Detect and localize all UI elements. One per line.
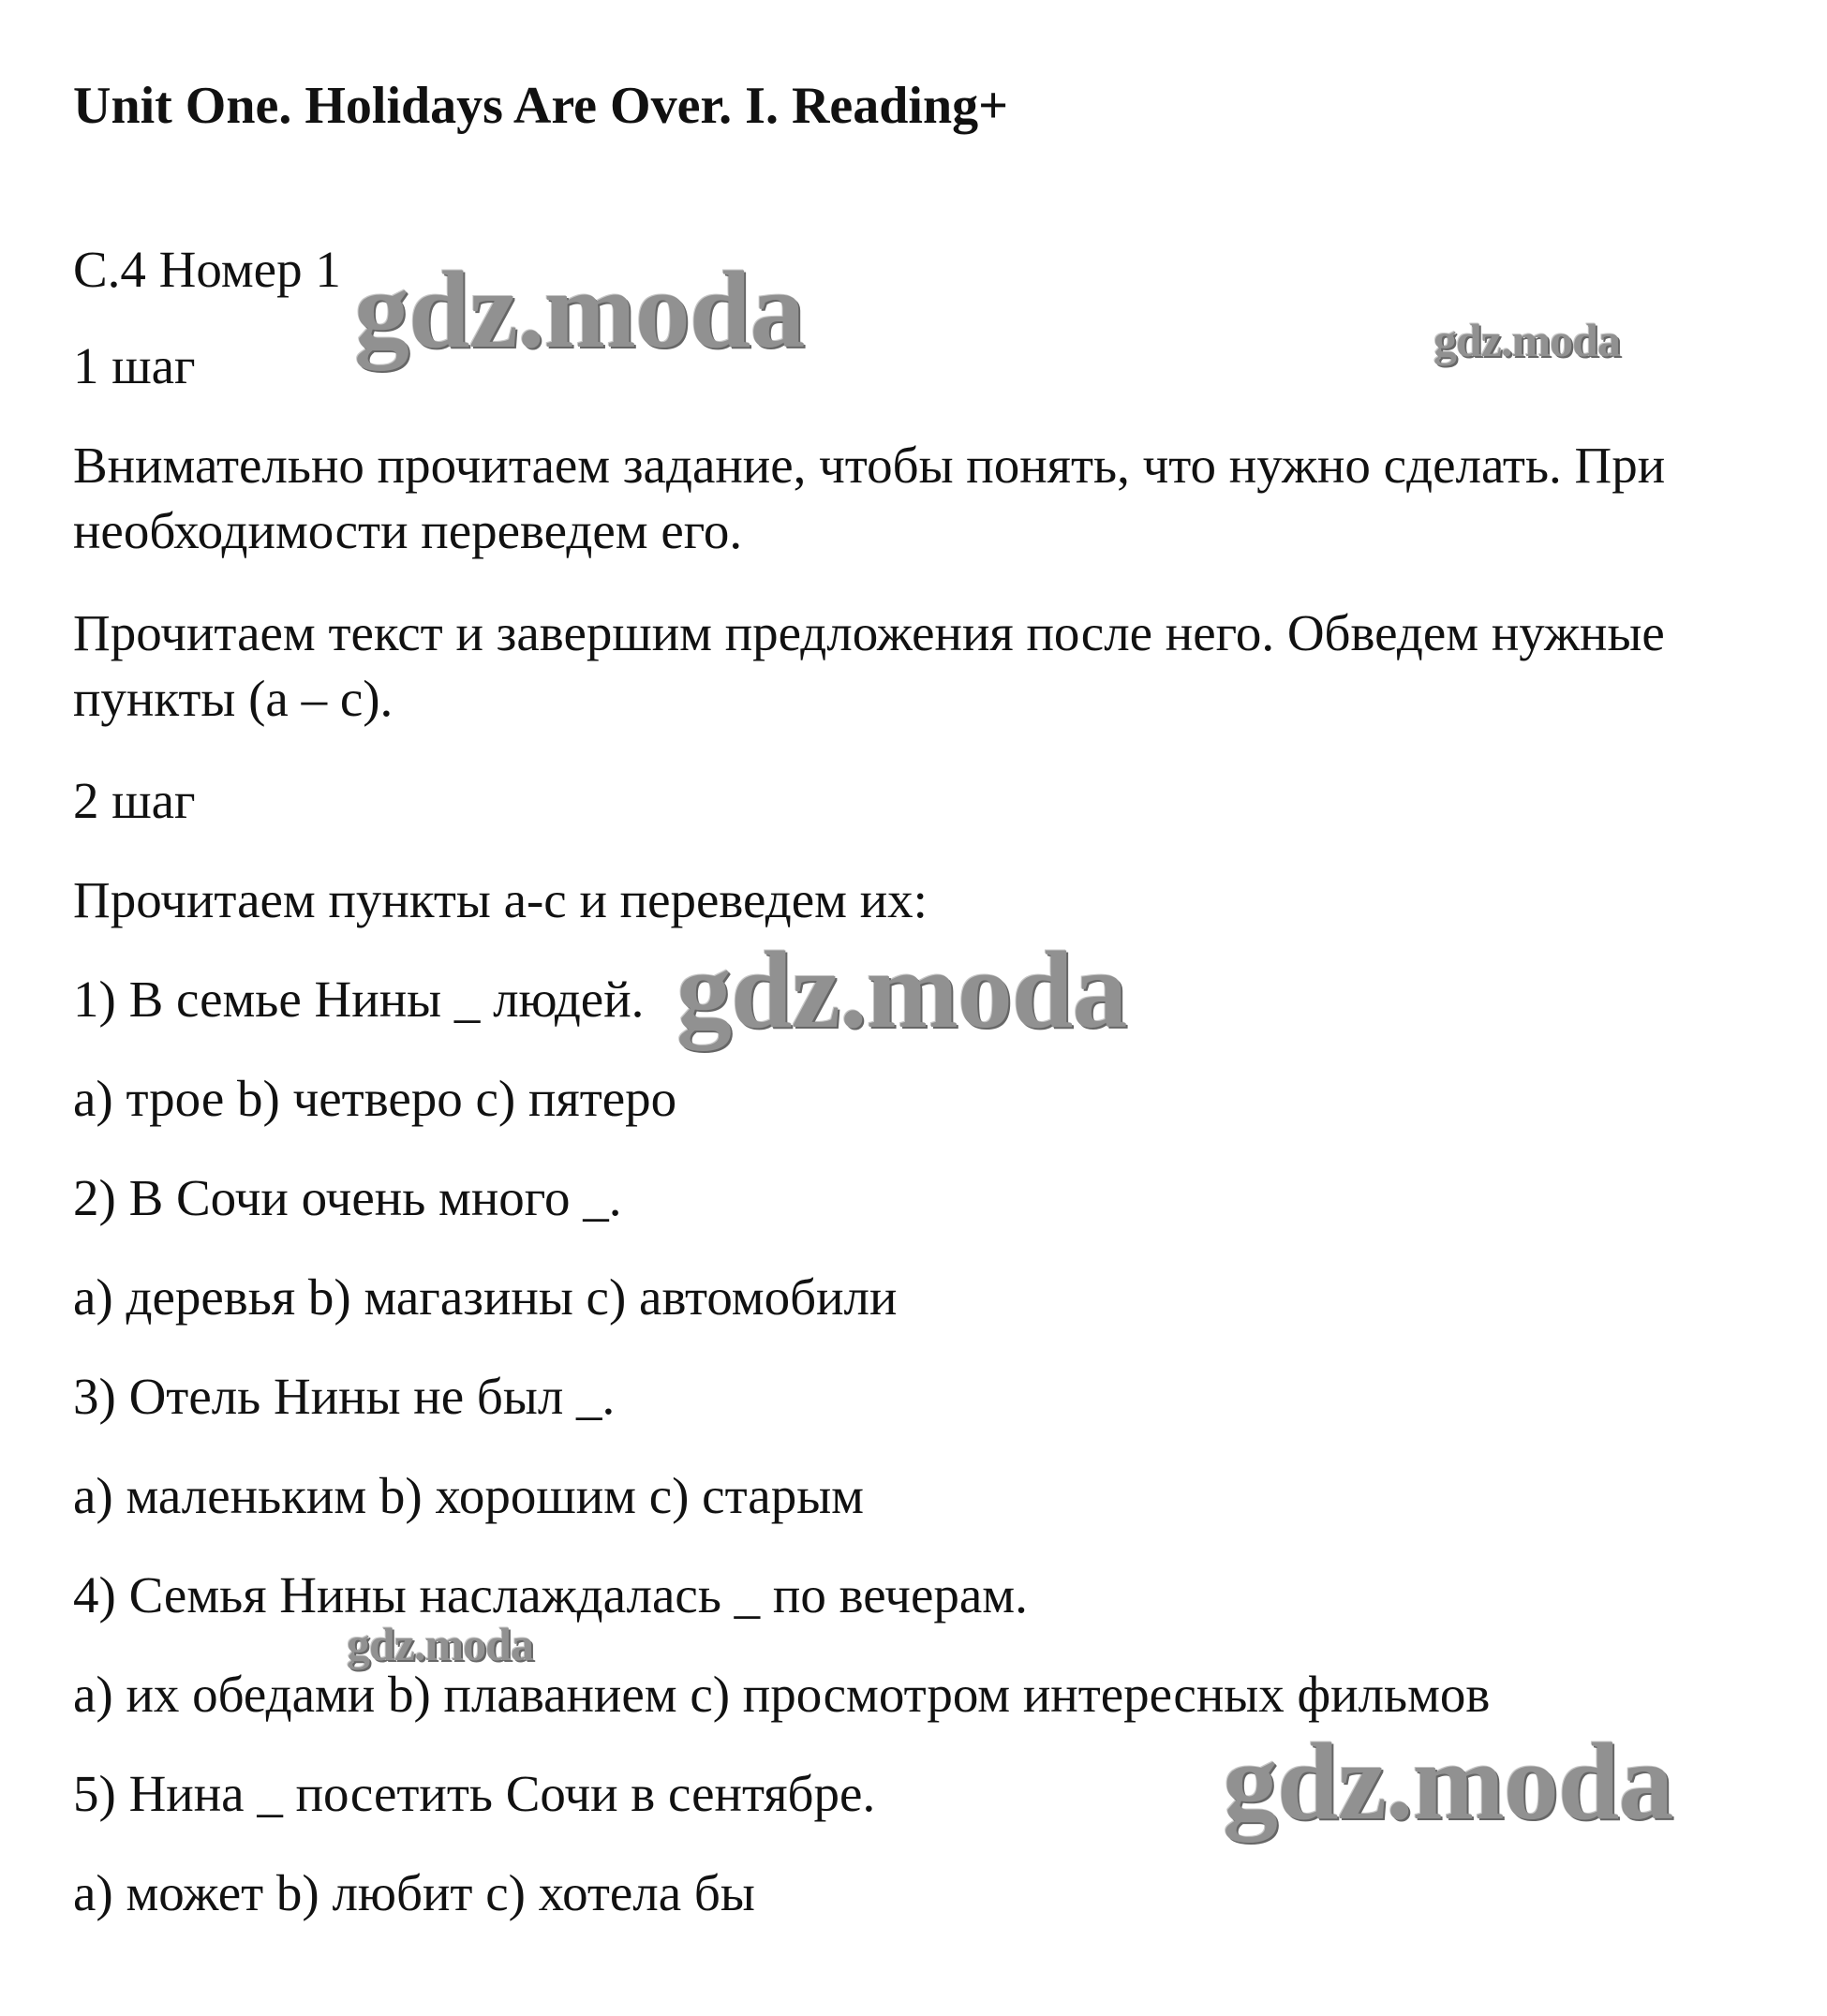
step-1-paragraph-1-line-2: необходимости переведем его.	[73, 502, 743, 559]
document-title: Unit One. Holidays Are Over. I. Reading+	[73, 77, 1008, 135]
task-reference: C.4 Номер 1	[73, 241, 341, 298]
options-3: a) маленьким b) хорошим c) старым	[73, 1467, 864, 1524]
options-2: a) деревья b) магазины c) автомобили	[73, 1268, 898, 1326]
watermark-logo: gdz.moda	[1433, 314, 1620, 366]
question-5: 5) Нина _ посетить Сочи в сентябре.	[73, 1765, 876, 1822]
watermark-logo: gdz.moda	[1223, 1720, 1673, 1843]
step-1-paragraph-2-line-1: Прочитаем текст и завершим предложения после него. Обведем нужные	[73, 604, 1665, 661]
step-1-paragraph-2-line-2: пункты (a – c).	[73, 670, 394, 727]
watermark-logo: gdz.moda	[347, 1618, 533, 1670]
watermark-logo: gdz.moda	[676, 928, 1127, 1051]
options-5: a) может b) любит c) хотела бы	[73, 1864, 755, 1921]
step-2-label: 2 шаг	[73, 772, 196, 829]
step-1-paragraph-1-line-1: Внимательно прочитаем задание, чтобы понять, что нужно сделать. При	[73, 437, 1666, 494]
question-4: 4) Семья Нины наслаждалась _ по вечерам.	[73, 1566, 1028, 1623]
step-2-intro: Прочитаем пункты a-c и переведем их:	[73, 871, 928, 928]
watermark-logo: gdz.moda	[354, 248, 805, 371]
question-1: 1) В семье Нины _ людей.	[73, 971, 645, 1028]
options-4: a) их обедами b) плаванием c) просмотром интересных фильмов	[73, 1666, 1491, 1723]
options-1: a) трое b) четверо c) пятеро	[73, 1070, 677, 1127]
step-1-label: 1 шаг	[73, 337, 196, 394]
question-3: 3) Отель Нины не был _.	[73, 1368, 616, 1425]
question-2: 2) В Сочи очень много _.	[73, 1169, 622, 1226]
